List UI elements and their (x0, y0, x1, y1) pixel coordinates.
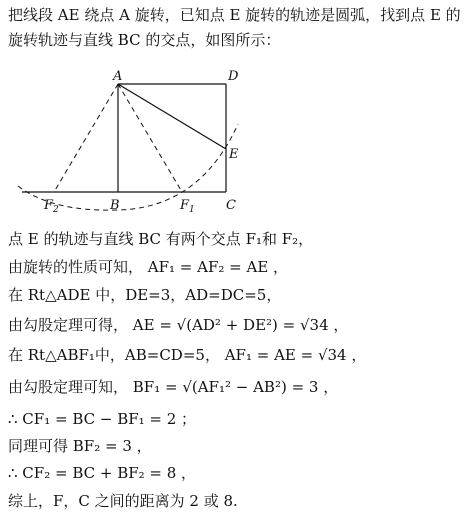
solution-line-4: 由勾股定理可得， AE = √(AD² + DE²) = √34 ， (8, 316, 349, 334)
intro-line-1: 把线段 AE 绕点 A 旋转，已知点 E 旋转的轨迹是圆弧，找到点 E 的 (8, 6, 461, 24)
segment-af1 (118, 84, 182, 192)
segment-af2 (54, 84, 118, 192)
label-a: A (113, 69, 123, 84)
solution-line-9: ∴ CF₂ = BC + BF₂ = 8 ， (8, 464, 197, 482)
geometry-figure (0, 62, 474, 222)
label-f2: $F_2$ (44, 198, 59, 215)
solution-line-3: 在 Rt△ADE 中，DE=3，AD=DC=5， (8, 286, 282, 304)
intro-line-2: 旋转轨迹与直线 BC 的交点，如图所示： (8, 31, 281, 49)
solution-line-6: 由勾股定理可知， BF₁ = √(AF₁² − AB²) = 3 ， (8, 378, 339, 396)
solution-line-5: 在 Rt△ABF₁中，AB=CD=5， AF₁ = AE = √34 ， (8, 346, 367, 364)
solution-line-7: ∴ CF₁ = BC − BF₁ = 2 ； (8, 410, 197, 428)
label-b: B (110, 198, 120, 213)
label-e: E (229, 147, 239, 162)
label-c: C (226, 198, 236, 213)
solution-line-1: 点 E 的轨迹与直线 BC 有两个交点 F₁和 F₂， (8, 230, 314, 248)
label-f1: $F_1$ (180, 198, 195, 215)
segment-ae (118, 84, 226, 149)
solution-line-10: 综上，F，C 之间的距离为 2 或 8. (8, 492, 238, 510)
label-d: D (228, 69, 239, 84)
solution-line-2: 由旋转的性质可知， AF₁ = AF₂ = AE ， (8, 258, 289, 276)
solution-line-8: 同理可得 BF₂ = 3 ， (8, 437, 152, 455)
